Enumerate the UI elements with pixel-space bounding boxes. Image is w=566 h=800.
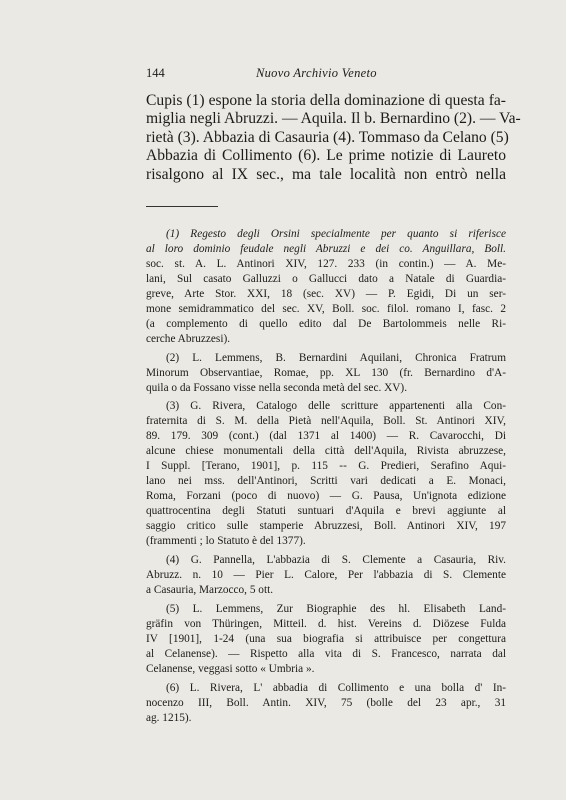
- body-line: rietà (3). Abbazia di Casauria (4). Tommaso da Celano (5): [146, 128, 509, 146]
- footnote-line: (a complemento di quello edito dal De Bartolommeis nelle Ri-: [146, 317, 506, 330]
- footnote-separator: [146, 206, 218, 207]
- body-line: miglia negli Abruzzi. — Aquila. Il b. Bernardino (2). — Va-: [146, 110, 521, 128]
- footnote-line: quattrocentina degli Statuti suntuari d'Aquila e brevi aggiunte al: [146, 505, 506, 518]
- footnote-line: al loro dominio feudale negli Abruzzi e dei co. Anguillara, Boll.: [146, 242, 506, 255]
- footnote-line: al Celanense). — Rispetto alla vita di S. Francesco, narrata dal: [146, 647, 506, 660]
- page-number: 144: [146, 66, 165, 80]
- footnote-line: lano nei mss. dell'Antinori, Scritti vari dedicati a E. Monaci,: [146, 475, 506, 488]
- footnote-line: alcune chiese monumentali della città dell'Aquila, Rivista abruzzese,: [146, 445, 506, 458]
- footnote-line: (frammenti ; lo Statuto è del 1377).: [146, 535, 306, 548]
- footnote-line: Celanense, veggasi sotto « Umbria ».: [146, 662, 315, 675]
- footnote-line: (3) G. Rivera, Catalogo delle scritture appartenenti alla Con-: [166, 400, 506, 413]
- footnote-line: I Suppl. [Terano, 1901], p. 115 -- G. Predieri, Serafino Aqui-: [146, 460, 506, 473]
- body-line: Abbazia di Collimento (6). Le prime notizie di Laureto: [146, 147, 506, 165]
- footnote-4: [146, 553, 506, 598]
- footnotes: [146, 227, 506, 730]
- footnote-line: IV [1901], 1-24 (una sua biografia si attribuisce per congettura: [146, 632, 506, 645]
- footnote-line: Minorum Observantiae, Romae, pp. XL 130 (fr. Bernardino d'A-: [146, 366, 506, 379]
- footnote-line: nocenzo III, Boll. Antin. XIV, 75 (bolle del 23 apr., 31: [146, 696, 506, 709]
- footnote-line: quila o da Fossano visse nella seconda metà del sec. XV).: [146, 381, 408, 394]
- body-line: risalgono al IX sec., ma tale località non entrò nella: [146, 165, 506, 183]
- footnote-5: [146, 602, 506, 677]
- footnote-line: Abruzz. n. 10 — Pier L. Calore, Per l'abbazia di S. Clemente: [146, 568, 506, 581]
- footnote-2: [146, 351, 506, 396]
- page-header: [146, 66, 506, 82]
- body-paragraph: [146, 92, 521, 184]
- footnote-line: gräfin von Thüringen, Mitteil. d. hist. Vereins d. Diözese Fulda: [146, 617, 506, 630]
- footnote-6: [146, 681, 506, 726]
- footnote-3: [146, 399, 506, 549]
- footnote-line: greve, Arte Stor. XXI, 18 (sec. XV) — P. Egidi, Di un ser-: [146, 287, 506, 300]
- footnote-line: 89. 179. 309 (cont.) (dal 1371 al 1400) — R. Cavarocchi, Di: [146, 430, 506, 443]
- footnote-line: (4) G. Pannella, L'abbazia di S. Clemente a Casauria, Riv.: [166, 554, 506, 567]
- footnote-line: saggio critico sulle stamperie Abruzzesi, Boll. Antinori XIV, 197: [146, 520, 506, 533]
- footnote-line: fraternita di S. M. della Pietà nell'Aquila, Boll. St. Antinori XIV,: [146, 415, 506, 428]
- footnote-line: mone semidrammatico del sec. XV, Boll. soc. filol. romano I, fasc. 2: [146, 302, 506, 315]
- footnote-line: a Casauria, Marzocco, 5 ott.: [146, 583, 274, 596]
- footnote-line: (5) L. Lemmens, Zur Biographie des hl. Elisabeth Land-: [166, 602, 506, 615]
- footnote-line: ag. 1215).: [146, 711, 192, 724]
- footnote-line: cerche Abruzzesi).: [146, 332, 231, 345]
- body-line: Cupis (1) espone la storia della dominazione di questa fa-: [146, 92, 506, 109]
- footnote-line: lani, Sul casato Galluzzi o Gallucci dato a Natale di Guardia-: [146, 272, 506, 285]
- footnote-1: [146, 227, 506, 347]
- footnote-line: (6) L. Rivera, L' abbadia di Collimento e una bolla d' In-: [166, 681, 506, 694]
- running-title: Nuovo Archivio Veneto: [256, 66, 377, 80]
- footnote-line: (1) Regesto degli Orsini specialmente per quanto si riferisce: [166, 228, 506, 240]
- footnote-line: (2) L. Lemmens, B. Bernardini Aquilani, Chronica Fratrum: [166, 351, 506, 364]
- footnote-line: Roma, Forzani (poco di nuovo) — G. Pausa, Un'ignota edizione: [146, 490, 506, 503]
- footnote-line: soc. st. A. L. Antinori XIV, 127. 233 (in contin.) — A. Me-: [146, 257, 506, 270]
